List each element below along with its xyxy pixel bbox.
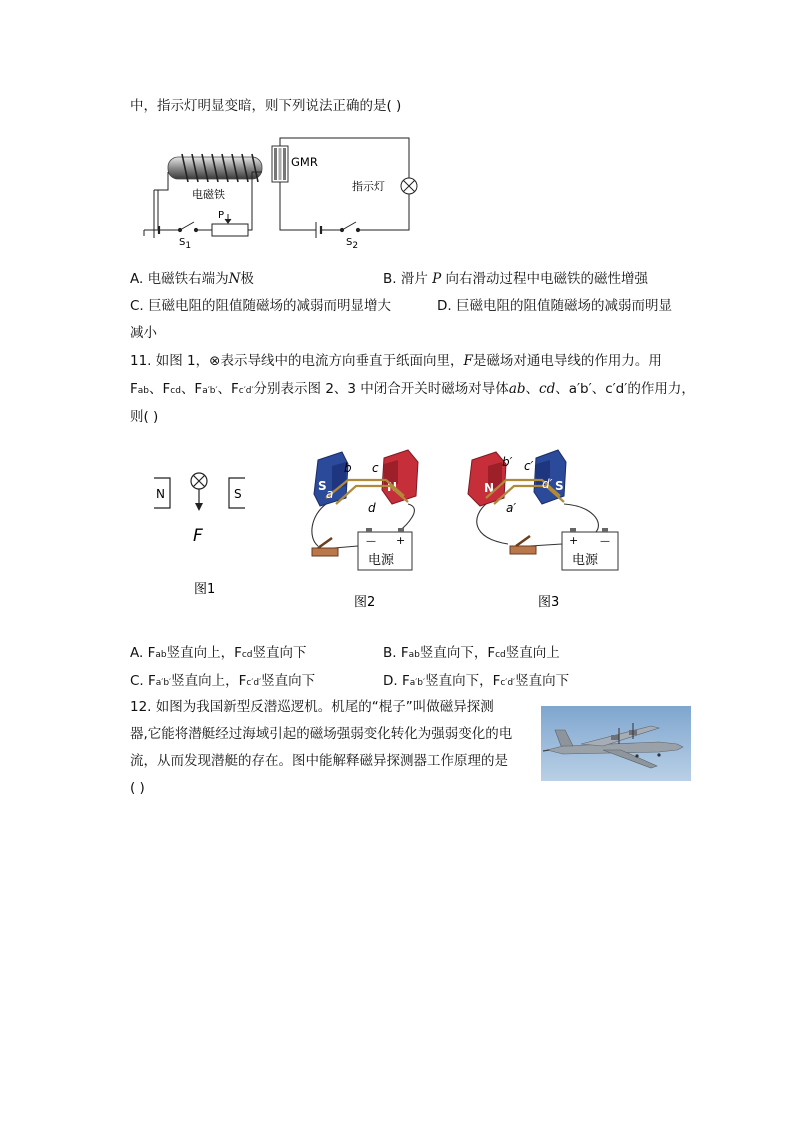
q10-option-c[interactable]: C. 巨磁电阻的阻值随磁场的减弱而明显增大 <box>130 298 392 314</box>
fig2-battery-plus: + <box>396 534 406 547</box>
fig3-battery-minus: — <box>600 536 610 547</box>
fig3-battery-label: 电源 <box>572 553 599 568</box>
fig2-battery-label: 电源 <box>368 553 395 568</box>
fig3-battery-plus: + <box>569 534 579 547</box>
fig3-s-label: S <box>555 479 564 493</box>
q10-circuit-figure <box>140 132 430 250</box>
current-into-page-icon <box>191 473 207 489</box>
q11-figure-2 <box>296 446 436 614</box>
q10-option-d[interactable]: D. 巨磁电阻的阻值随磁场的减弱而明显 <box>437 298 672 314</box>
fig1-n-pole: N <box>156 487 165 501</box>
lamp-icon <box>401 178 417 194</box>
lamp-label: 指示灯 <box>352 180 385 193</box>
fig3-switch-icon <box>510 536 536 554</box>
q10-option-b[interactable]: B. 滑片 P 向右滑动过程中电磁铁的磁性增强 <box>383 271 649 287</box>
fig2-switch-icon <box>312 538 338 556</box>
fig2-n-label: N <box>387 480 398 494</box>
fig1-force-label: F <box>193 526 203 546</box>
q11-stem-line3: 则( ) <box>130 409 159 425</box>
force-arrow-icon <box>195 489 203 511</box>
q11-option-a[interactable]: A. Fab竖直向上，Fcd竖直向下 <box>130 645 307 661</box>
q11-option-c[interactable]: C. Fa′b′竖直向上，Fc′d′竖直向下 <box>130 673 316 689</box>
fig3-n-label: N <box>484 481 495 495</box>
q11-option-b[interactable]: B. Fab竖直向下，Fcd竖直向上 <box>383 645 560 661</box>
slider-label: P <box>218 210 225 221</box>
fig2-label-d: d <box>368 501 376 515</box>
q11-stem-line2: Fab、Fcd、Fa′b′、Fc′d′分别表示图 2、3 中闭合开关时磁场对导体ab、cd、a′b′、c′d′的作用力， <box>130 381 695 397</box>
fig2-s-label: S <box>318 479 327 493</box>
fig1-s-pole: S <box>234 487 242 501</box>
q12-stem-line2: 器,它能将潜艇经过海域引起的磁场强弱变化转化为强弱变化的电 <box>130 726 513 742</box>
fig2-label-b: b <box>344 461 352 475</box>
gmr-label: GMR <box>291 155 318 169</box>
q12-stem-line3: 流，从而发现潜艇的存在。图中能解释磁异探测器工作原理的是 <box>130 753 508 769</box>
switch-s2-label: S2 <box>346 237 359 250</box>
fig2-label-c: c <box>372 461 379 475</box>
q11-option-d[interactable]: D. Fa′b′竖直向下，Fc′d′竖直向下 <box>383 673 570 689</box>
fig3-caption: 图3 <box>538 595 560 610</box>
q12-stem-line1: 12. 如图为我国新型反潜巡逻机。机尾的“棍子”叫做磁异探测 <box>130 699 494 715</box>
magnet-label: 电磁铁 <box>192 188 225 201</box>
q11-figure-1 <box>150 466 260 601</box>
q10-stem-tail: 中，指示灯明显变暗，则下列说法正确的是( ) <box>130 98 402 114</box>
q11-figure-3 <box>466 446 622 614</box>
q11-stem-line1: 11. 如图 1，⊗表示导线中的电流方向垂直于纸面向里，F是磁场对通电导线的作用力。用 <box>130 353 662 369</box>
switch-s1-icon <box>178 222 212 232</box>
fig2-label-a: a <box>326 487 334 501</box>
battery-s2-icon <box>316 222 340 238</box>
fig3-label-b: b′ <box>502 455 513 469</box>
electromagnet-icon <box>168 154 262 182</box>
switch-s2-icon <box>340 222 364 232</box>
switch-s1-label: S1 <box>179 237 192 250</box>
fig2-battery-minus: — <box>366 536 376 547</box>
fig3-label-c: c′ <box>524 459 534 473</box>
fig2-caption: 图2 <box>354 595 376 610</box>
q10-option-a[interactable]: A. 电磁铁右端为N极 <box>130 271 254 287</box>
fig1-caption: 图1 <box>194 582 216 597</box>
q10-option-d-continued: 减小 <box>130 325 157 341</box>
fig3-label-a: a′ <box>506 501 517 515</box>
patrol-aircraft-photo <box>541 706 691 781</box>
gmr-icon <box>272 146 288 182</box>
fig3-label-d: d′ <box>542 477 553 491</box>
q12-stem-line4: ( ) <box>130 780 145 796</box>
